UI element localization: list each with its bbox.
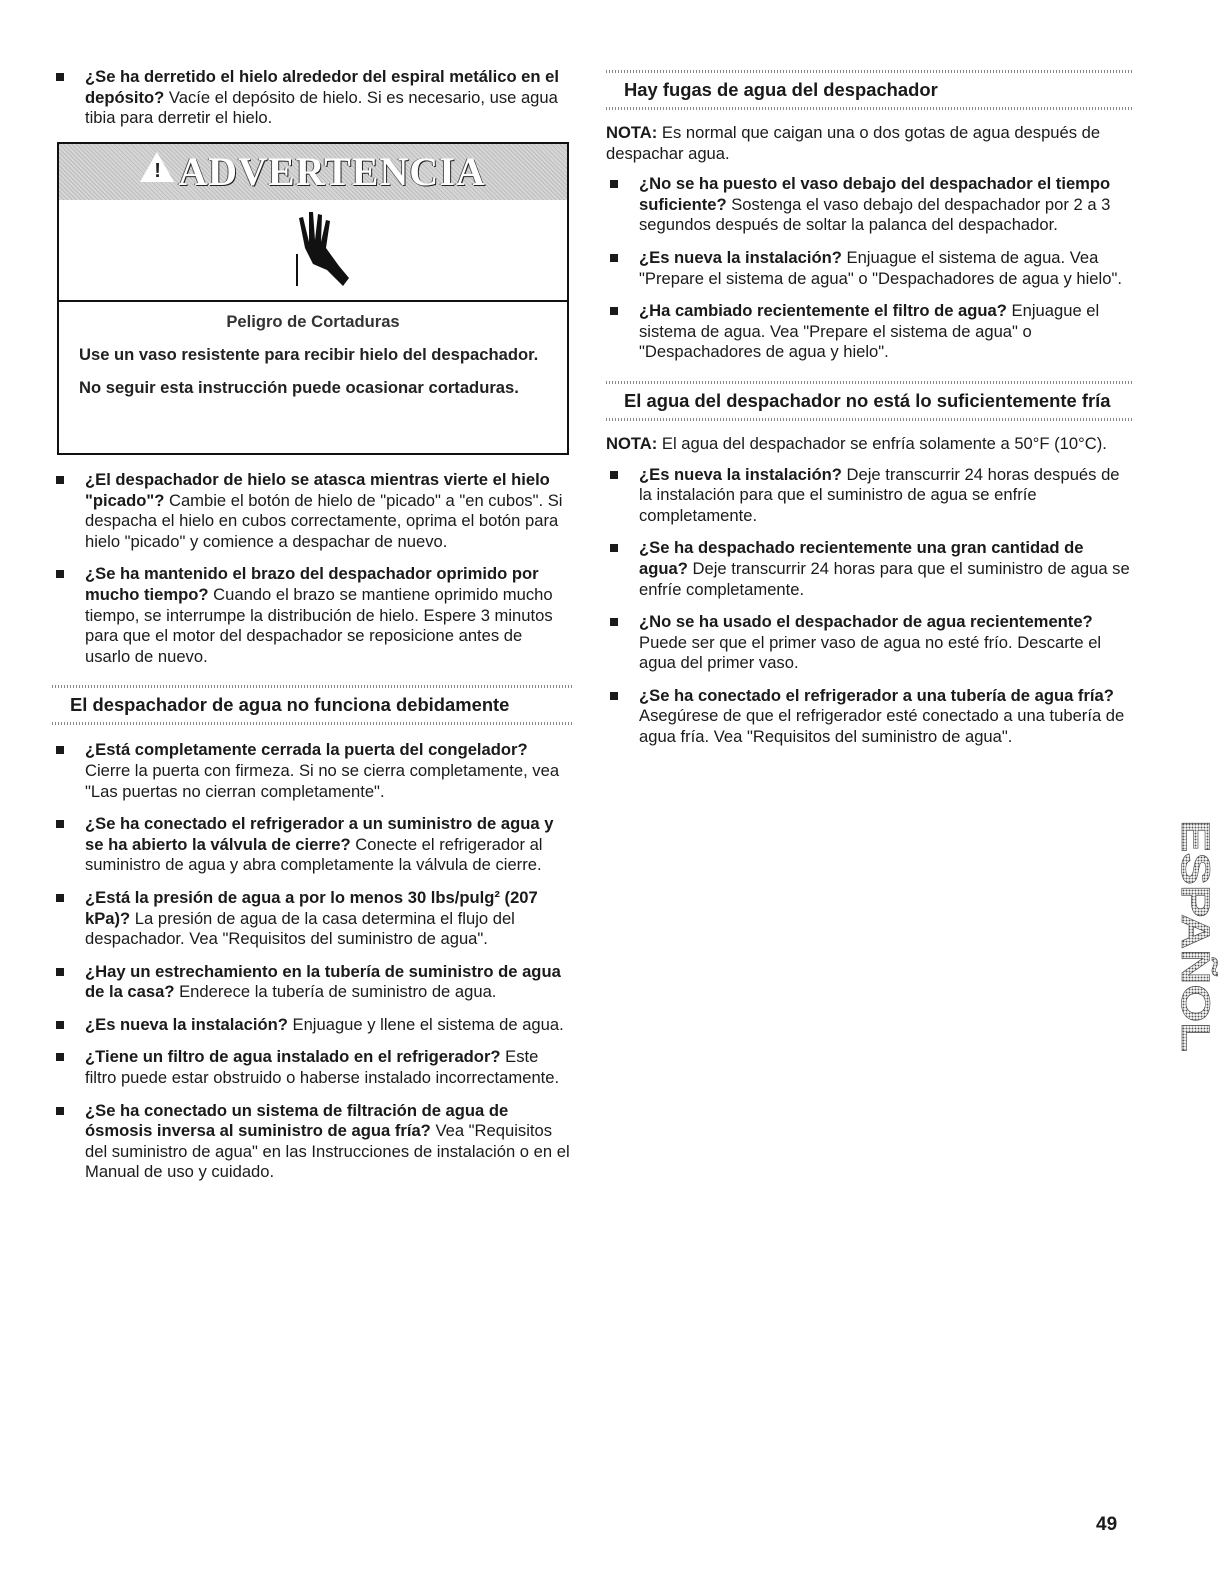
list-item: ¿Hay un estrechamiento en la tubería de suministro de agua de la casa? Enderece la tubería de suministro de agua. (52, 962, 572, 1003)
list-item: ¿Se ha conectado el refrigerador a un suministro de agua y se ha abierto la válvula de cierre? Conecte el refrigerador al suministro de agua y abra completamente la válvula de cierre. (52, 814, 572, 876)
left-column (52, 67, 572, 141)
list-item: ¿Está la presión de agua a por lo menos 30 lbs/pulg² (207 kPa)? La presión de agua de la casa determina el flujo del despachador. Vea "Requisitos del suministro de agua". (52, 888, 572, 950)
section-heading-leaks: Hay fugas de agua del despachador (606, 70, 1134, 117)
list-item (52, 67, 572, 129)
bullet-icon (610, 307, 618, 315)
list-item: ¿El despachador de hielo se atasca mientras vierte el hielo "picado"? Cambie el botón de hielo de "picado" a "en cubos". Si despacha el hielo en cubos correctamente, oprima el botón para hielo "picado" y comience a despachar de nuevo. (52, 470, 572, 552)
warning-body (59, 302, 567, 398)
bullet-icon (610, 544, 618, 552)
bullet-icon (56, 968, 64, 976)
right-column (606, 70, 1134, 760)
list-item: ¿Se ha mantenido el brazo del despachador oprimido por mucho tiempo? Cuando el brazo se mantiene oprimido mucho tiempo, se interrumpe la distribución de hielo. Espere 3 minutos para que el motor del despachador se reposicione antes de usarlo de nuevo. (52, 564, 572, 667)
nota-not-cold: NOTA: El agua del despachador se enfría solamente a 50°F (10°C). (606, 433, 1107, 453)
list-item: ¿No se ha puesto el vaso debajo del despachador el tiempo suficiente? Sostenga el vaso debajo del despachador por 2 a 3 segundos después de soltar la palanca del despachador. (606, 174, 1134, 236)
bullet-icon (56, 1053, 64, 1061)
hand-cut-hazard-icon (291, 208, 361, 292)
language-side-tab (1148, 820, 1217, 1055)
bullet-icon (56, 1021, 64, 1029)
bullet-icon (56, 476, 64, 484)
warning-subtitle: Peligro de Cortaduras (226, 312, 400, 331)
warning-triangle-icon: ! (140, 152, 174, 182)
list-item: ¿No se ha usado el despachador de agua recientemente? Puede ser que el primer vaso de agua no esté frío. Descarte el agua del primer vaso. (606, 612, 1134, 674)
item-question: ¿Se ha derretido el hielo alrededor del espiral metálico en el depósito? (85, 67, 559, 107)
page-number: 49 (1096, 1514, 1118, 1535)
warning-line-1: Use un vaso resistente para recibir hielo del despachador. (79, 345, 539, 364)
list-item: ¿Es nueva la instalación? Deje transcurrir 24 horas después de la instalación para que el suministro de agua se enfríe completamente. (606, 465, 1134, 527)
bullet-icon (56, 820, 64, 828)
bullet-icon (56, 894, 64, 902)
nota-leaks: NOTA: Es normal que caigan una o dos gotas de agua después de despachar agua. (606, 123, 1101, 163)
list-item: ¿Es nueva la instalación? Enjuague el sistema de agua. Vea "Prepare el sistema de agua" o "Despachadores de agua y hielo". (606, 248, 1134, 289)
list-item: ¿Se ha conectado un sistema de filtración de agua de ósmosis inversa al suministro de agua fría? Vea "Requisitos del suministro de agua" en las Instrucciones de instalación o en el Manual de uso y cuidado. (52, 1101, 572, 1183)
bullet-icon (56, 1107, 64, 1115)
bullet-icon (610, 618, 618, 626)
section-heading-not-cold: El agua del despachador no está lo suficientemente fría (606, 375, 1134, 428)
bullet-icon (610, 692, 618, 700)
bullet-icon (56, 746, 64, 754)
item-text: Vacíe el depósito de hielo. Si es necesario, use agua tibia para derretir el hielo. (85, 87, 558, 128)
list-item: ¿Está completamente cerrada la puerta del congelador? Cierre la puerta con firmeza. Si no se cierra completamente, vea "Las puertas no cierran completamente". (52, 740, 572, 802)
list-item: ¿Es nueva la instalación? Enjuague y llene el sistema de agua. (52, 1015, 572, 1036)
bullet-icon (610, 180, 618, 188)
warning-header (59, 144, 567, 200)
list-item: ¿Se ha despachado recientemente una gran cantidad de agua? Deje transcurrir 24 horas para que el suministro de agua se enfríe completamente. (606, 538, 1134, 600)
side-tab-label: ESPAÑOL (1173, 820, 1217, 1011)
warning-box (57, 142, 569, 455)
bullet-icon (56, 570, 64, 578)
list-item: ¿Ha cambiado recientemente el filtro de agua? Enjuague el sistema de agua. Vea "Prepare el sistema de agua" o "Despachadores de agua y hielo". (606, 301, 1134, 363)
list-item: ¿Tiene un filtro de agua instalado en el refrigerador? Este filtro puede estar obstruido o haberse instalado incorrectamente. (52, 1047, 572, 1088)
warning-line-2: No seguir esta instrucción puede ocasionar cortaduras. (79, 378, 519, 397)
warning-icon-area (59, 200, 567, 302)
left-column-lower (52, 470, 572, 1195)
bullet-icon (610, 471, 618, 479)
bullet-icon (610, 254, 618, 262)
warning-title: ! ADVERTENCIA (59, 148, 567, 195)
list-item: ¿Se ha conectado el refrigerador a una tubería de agua fría? Asegúrese de que el refrigerador esté conectado a una tubería de agua fría. Vea "Requisitos del suministro de agua". (606, 686, 1134, 748)
section-heading-water-not-working: El despachador de agua no funciona debidamente (52, 679, 572, 732)
bullet-icon (56, 73, 64, 81)
